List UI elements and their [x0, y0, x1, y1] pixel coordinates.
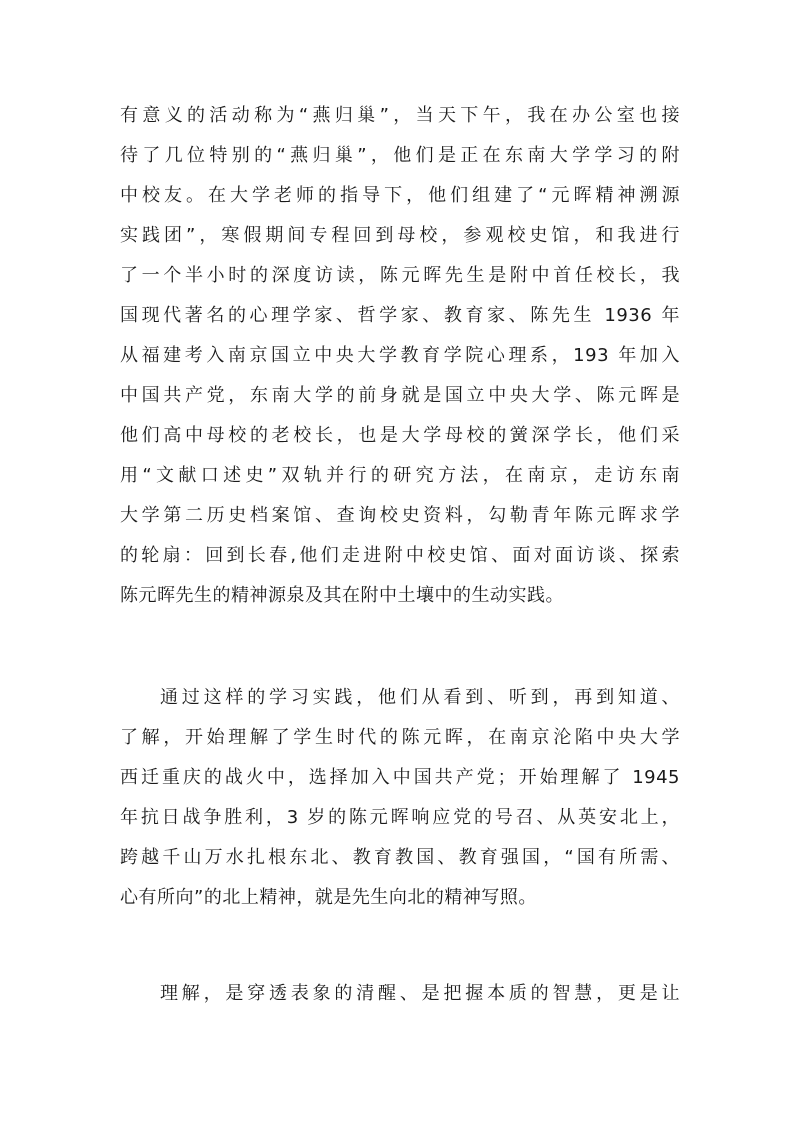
text-line: 大学第二历史档案馆、查询校史资料，勾勒青年陈元晖求学 — [120, 505, 680, 526]
text-line: 用“文献口述史”双轨并行的研究方法，在南京，走访东南 — [120, 465, 680, 486]
text-line: 从福建考入南京国立中央大学教育学院心理系，193 年加入 — [120, 345, 680, 366]
paragraph-3 — [120, 974, 680, 1014]
text-line: 了解，开始理解了学生时代的陈元晖，在南京沦陷中央大学 — [120, 727, 680, 748]
text-line: 了一个半小时的深度访读，陈元晖先生是附中首任校长，我 — [120, 265, 680, 286]
text-line: 陈元晖先生的精神源泉及其在附中土壤中的生动实践。 — [120, 585, 564, 606]
text-line: 通过这样的学习实践，他们从看到、听到，再到知道、 — [160, 687, 680, 708]
text-line: 西迁重庆的战火中，选择加入中国共产党；开始理解了 1945 — [120, 767, 680, 788]
text-line: 他们高中母校的老校长，也是大学母校的黉深学长，他们采 — [120, 425, 680, 446]
text-line: 中国共产党，东南大学的前身就是国立中央大学、陈元晖是 — [120, 385, 680, 406]
text-line: 有意义的活动称为“燕归巢”，当天下午，我在办公室也接 — [120, 105, 680, 126]
text-line: 待了几位特别的“燕归巢”，他们是正在东南大学学习的附 — [120, 145, 680, 166]
text-line: 的轮扇：回到长春,他们走进附中校史馆、面对面访谈、探索 — [120, 545, 680, 566]
text-line: 实践团”，寒假期间专程回到母校，参观校史馆，和我进行 — [120, 225, 680, 246]
paragraph-1 — [120, 96, 680, 616]
text-line: 中校友。在大学老师的指导下，他们组建了“元晖精神溯源 — [120, 185, 680, 206]
text-line: 理解，是穿透表象的清醒、是把握本质的智慧，更是让 — [160, 983, 680, 1004]
text-line: 国现代著名的心理学家、哲学家、教育家、陈先生 1936 年 — [120, 305, 680, 326]
paragraph-2 — [120, 678, 680, 918]
text-line: 跨越千山万水扎根东北、教育教国、教育强国，“国有所需、 — [120, 847, 680, 868]
text-line: 心有所向”的北上精神，就是先生向北的精神写照。 — [120, 887, 537, 908]
text-line: 年抗日战争胜利，3 岁的陈元晖响应党的号召、从英安北上， — [120, 807, 680, 828]
